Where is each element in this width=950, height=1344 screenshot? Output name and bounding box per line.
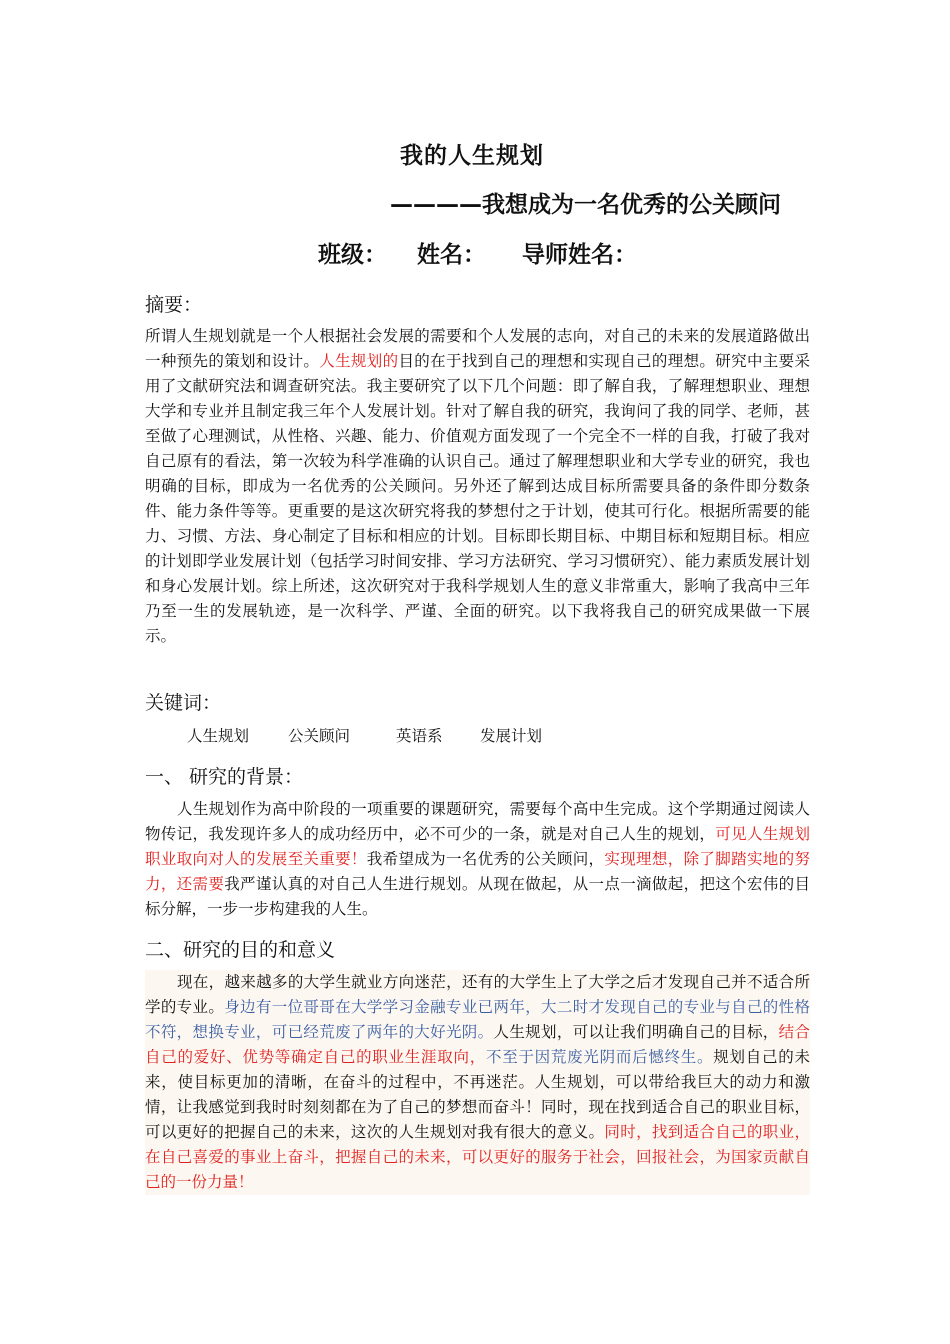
document-title: 我的人生规划 bbox=[400, 143, 544, 169]
abstract-highlight: 人生规划的 bbox=[319, 352, 399, 370]
name-label: 姓名： bbox=[417, 242, 486, 268]
mentor-label: 导师姓名： bbox=[522, 242, 637, 268]
student-info-line bbox=[318, 236, 667, 269]
section2-blue-2: 不至于因荒废光阴而后憾终生。 bbox=[485, 1048, 714, 1066]
keyword-item: 公关顾问 bbox=[288, 727, 351, 745]
abstract-text-2: 目的在于找到自己的理想和实现自己的理想。研究中主要采用了文献研究法和调查研究法。我主要研究了以下几个问题：即了解自我，了解理想职业、理想大学和专业并且制定我三年个人发展计划。针对了解自我的研究，我询问了我的同学、老师，甚至做了心理测试，从性格、兴趣、能力、价值观方面发现了一个完全不一样的自我，打破了我对自己原有的看法，第一次较为科学准确的认识自己。通过了解理想职业和大学专业的研究，我也明确的目标，即成为一名优秀的公关顾问。另外还了解到达成目标所需要具备的条件即分数条件、能力条件等等。更重要的是这次研究将我的梦想付之于计划，使其可行化。根据所需要的能力、习惯、方法、身心制定了目标和相应的计划。目标即长期目标、中期目标和短期目标。相应的计划即学业发展计划（包括学习时间安排、学习方法研究、学习习惯研究）、能力素质发展计划和身心发展计划。综上所述，这次研究对于我科学规划人生的意义非常重大，影响了我高中三年乃至一生的发展轨迹，是一次科学、严谨、全面的研究。以下我将我自己的研究成果做一下展示。 bbox=[145, 352, 810, 645]
keyword-item: 英语系 bbox=[396, 727, 443, 745]
section1-highlight-1: 可见人生规划职业取向对人的发展至关重要！ bbox=[145, 825, 810, 868]
section2-highlight-2: 同时，找到适合自己的职业，在自己喜爱的事业上奋斗，把握自己的未来，可以更好的服务于社会，回报社会，为国家贡献自己的一份力量！ bbox=[145, 1123, 810, 1191]
keyword-item: 发展计划 bbox=[480, 727, 543, 745]
section2-heading: 二、研究的目的和意义 bbox=[145, 939, 336, 961]
section2-paragraph bbox=[145, 970, 810, 1195]
section1-heading: 一、 研究的背景： bbox=[145, 766, 304, 788]
section2-text-3: 规划自己的未来，使目标更加的清晰，在奋斗的过程中，不再迷茫。人生规划，可以带给我巨大的动力和激情，让我感觉到我时时刻刻都在为了自己的梦想而奋斗！同时，现在找到适合自己的职业目标，可以更好的把握自己的未来，这次的人生规划对我有很大的意义。 bbox=[145, 1048, 810, 1141]
section1-paragraph bbox=[145, 797, 810, 922]
section2-text-1: 现在，越来越多的大学生就业方向迷茫，还有的大学生上了大学之后才发现自己并不适合所学的专业。 bbox=[145, 973, 810, 1016]
keyword-item: 人生规划 bbox=[187, 727, 250, 745]
section2-highlight-1: 结合自己的爱好、优势等确定自己的职业生涯取向， bbox=[145, 1023, 810, 1066]
class-label: 班级： bbox=[318, 242, 387, 268]
section2-text-2: 人生规划，可以让我们明确自己的目标， bbox=[493, 1023, 779, 1041]
document-subtitle: ————我想成为一名优秀的公关顾问 bbox=[390, 192, 781, 218]
section1-text-3: 我严谨认真的对自己人生进行规划。从现在做起，从一点一滴做起，把这个宏伟的目标分解，一步一步构建我的人生。 bbox=[145, 875, 810, 918]
abstract-text-1: 所谓人生规划就是一个人根据社会发展的需要和个人发展的志向，对自己的未来的发展道路做出一种预先的策划和设计。 bbox=[145, 327, 810, 370]
abstract-heading: 摘要： bbox=[145, 294, 203, 316]
section1-text-2: 我希望成为一名优秀的公关顾问， bbox=[366, 850, 605, 868]
section1-text-1: 人生规划作为高中阶段的一项重要的课题研究，需要每个高中生完成。这个学期通过阅读人物传记，我发现许多人的成功经历中，必不可少的一条，就是对自己人生的规划， bbox=[145, 800, 810, 843]
section2-blue-1: 身边有一位哥哥在大学学习金融专业已两年，大二时才发现自己的专业与自己的性格不符，想换专业，可已经荒废了两年的大好光阴。 bbox=[145, 998, 810, 1041]
section1-highlight-2: 实现理想，除了脚踏实地的努力，还需要 bbox=[145, 850, 810, 893]
abstract-paragraph bbox=[145, 324, 810, 649]
keywords-heading: 关键词： bbox=[145, 692, 222, 714]
